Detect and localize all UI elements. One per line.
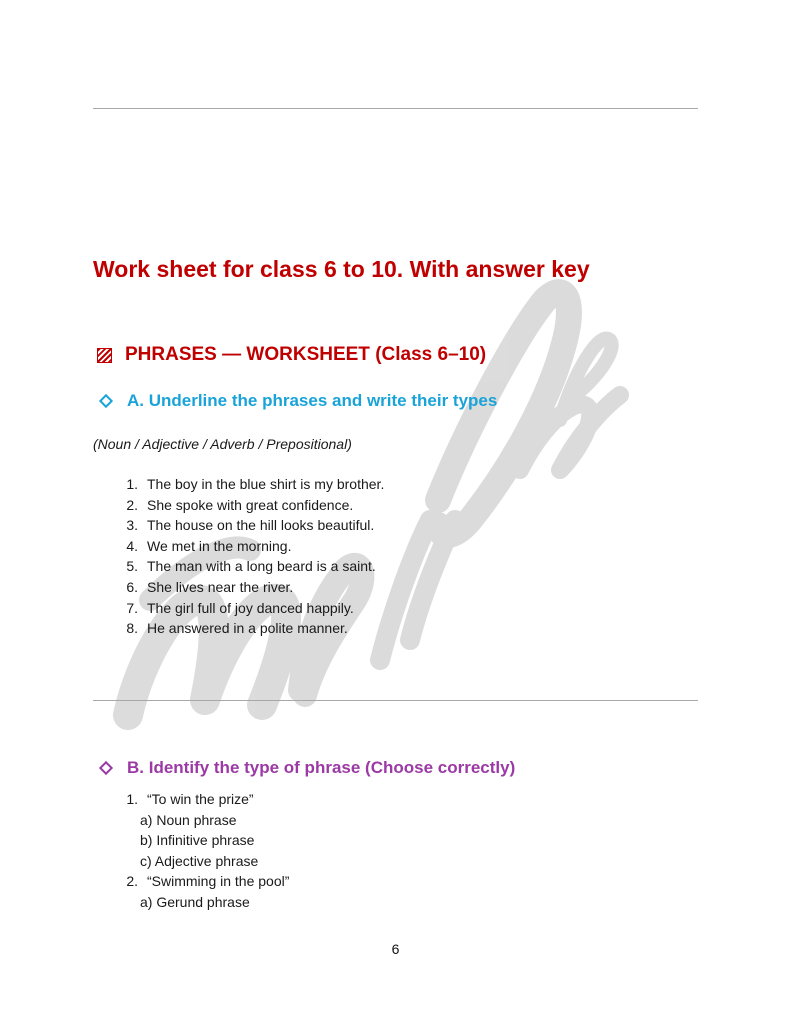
item-number: 3.	[126, 517, 138, 534]
question-number: 2.	[126, 873, 138, 890]
item-number: 4.	[126, 537, 138, 554]
phrase-types-hint: (Noun / Adjective / Adverb / Prepositional)	[93, 436, 352, 452]
list-item	[115, 577, 384, 598]
question-text: “Swimming in the pool”	[147, 873, 290, 890]
option-item: a) Gerund phrase	[140, 893, 250, 910]
part-a-heading	[101, 391, 497, 411]
list-item	[115, 556, 384, 577]
part-a-list	[115, 474, 384, 639]
item-text: The boy in the blue shirt is my brother.	[147, 476, 385, 492]
item-number: 1.	[126, 476, 138, 492]
option-item: b) Infinitive phrase	[140, 832, 255, 849]
question-item	[115, 789, 289, 810]
item-text: The man with a long beard is a saint.	[147, 558, 376, 575]
question-number: 1.	[126, 791, 138, 807]
item-number: 5.	[126, 558, 138, 575]
part-b-heading	[101, 758, 515, 778]
list-item	[115, 598, 384, 619]
question-item	[115, 871, 289, 892]
section-heading	[97, 344, 486, 366]
item-number: 6.	[126, 578, 138, 595]
option-item: c) Adjective phrase	[140, 852, 259, 869]
item-text: He answered in a polite manner.	[147, 620, 348, 637]
item-number: 7.	[126, 599, 138, 616]
item-text: She spoke with great confidence.	[147, 496, 354, 513]
item-text: The house on the hill looks beautiful.	[147, 517, 375, 534]
item-number: 8.	[126, 620, 138, 637]
page-number: 6	[391, 941, 400, 957]
part-b-list	[115, 789, 289, 913]
diamond-bullet-icon	[99, 394, 113, 408]
list-item	[115, 474, 384, 495]
middle-divider	[93, 700, 698, 701]
question-text: “To win the prize”	[147, 791, 254, 807]
section-title: PHRASES — WORKSHEET (Class 6–10)	[125, 344, 487, 365]
item-text: The girl full of joy danced happily.	[147, 599, 354, 616]
list-item	[115, 495, 384, 516]
list-item	[115, 618, 384, 639]
part-b-title: B. Identify the type of phrase (Choose correctly)	[127, 758, 516, 777]
diamond-bullet-icon	[99, 761, 113, 775]
list-item	[115, 536, 384, 557]
page-title: Work sheet for class 6 to 10. With answer key	[93, 256, 590, 282]
book-icon	[97, 348, 112, 363]
list-item	[115, 515, 384, 536]
part-a-title: A. Underline the phrases and write their types	[127, 391, 498, 410]
option-item: a) Noun phrase	[140, 811, 237, 828]
top-divider	[93, 108, 698, 109]
item-text: We met in the morning.	[147, 537, 292, 554]
item-number: 2.	[126, 496, 138, 513]
item-text: She lives near the river.	[147, 578, 294, 595]
